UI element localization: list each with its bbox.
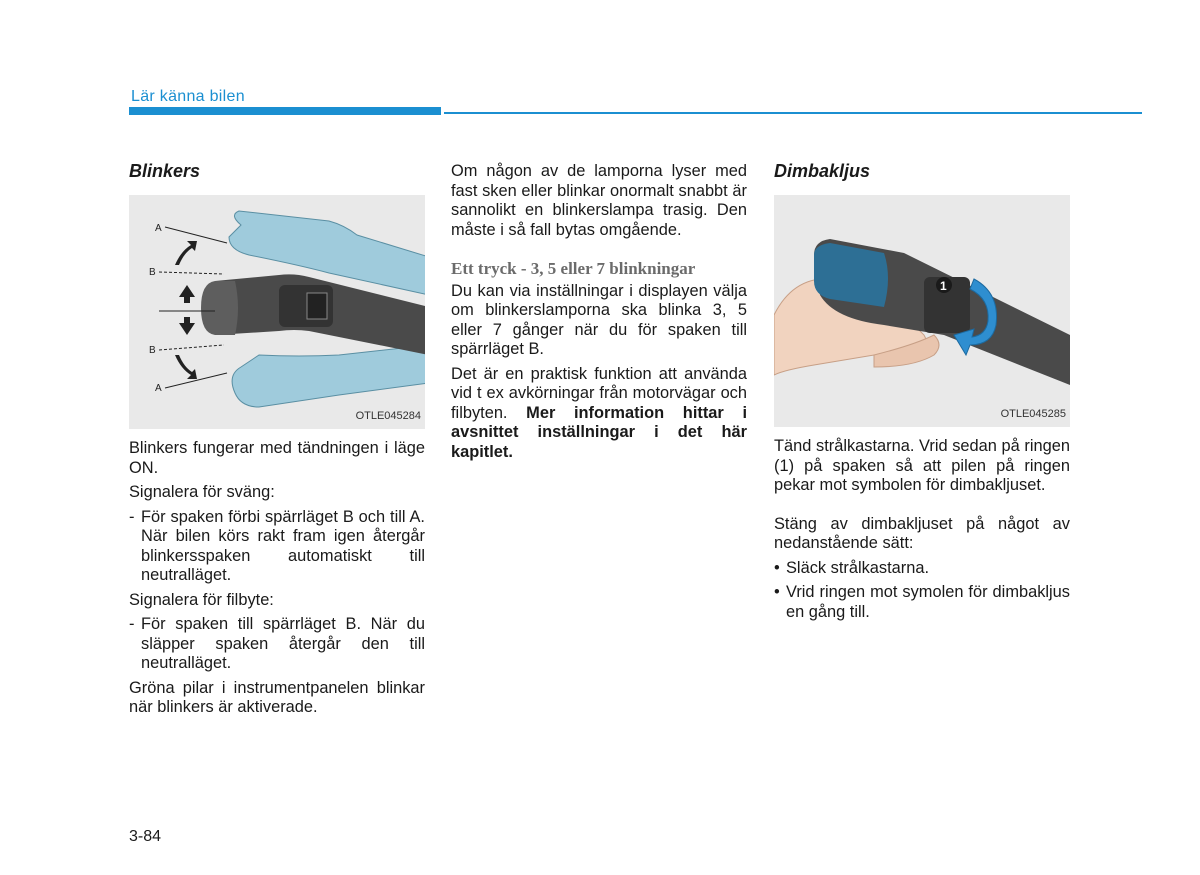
- dash-marker: -: [129, 615, 135, 633]
- column-blinkers: [129, 160, 425, 718]
- fog-bullet-item: [774, 559, 1070, 579]
- dash-marker: -: [129, 507, 135, 526]
- turn-signal-text: För spaken förbi spärrläget B och till A. När bilen körs rakt fram igen återgår blinkersspaken automatiskt till neutralläget.: [141, 507, 425, 584]
- lane-change-text: För spaken till spärrläget B. När du släpper spaken återgår den till neutralläget.: [141, 615, 425, 672]
- fog-title: Dimbakljus: [774, 161, 871, 181]
- blinkers-figure: [129, 195, 425, 429]
- turn-signal-item: [129, 508, 425, 586]
- position-label-a-top: A: [155, 223, 162, 234]
- practical-text-regular: Det är en praktisk funktion att använda vid t ex avkörningar från motorvägar och filbyten.: [451, 364, 747, 422]
- fog-bullet-text: Släck strålkastarna.: [786, 558, 930, 577]
- bullet-marker: •: [774, 583, 780, 601]
- page-number: 3-84: [129, 828, 162, 845]
- figure-code: OTLE045284: [355, 409, 421, 422]
- green-arrows-note: Gröna pilar i instrumentpanelen blinkar när blinkers är aktiverade.: [129, 678, 425, 716]
- lane-change-item: [129, 615, 425, 674]
- column-middle: [451, 162, 747, 462]
- ring-number-badge: 1: [940, 279, 947, 293]
- figure-code: OTLE045285: [1000, 407, 1066, 420]
- fog-bullet-item: [774, 583, 1070, 622]
- blinkers-title: Blinkers: [129, 161, 201, 181]
- position-label-b-top: B: [149, 267, 156, 278]
- bullet-marker: •: [774, 558, 780, 577]
- one-touch-text: Du kan via inställningar i displayen välja om blinkerslamporna ska blinka 3, 5 eller 7 gånger när du för spaken till spärrläget B.: [451, 281, 747, 358]
- turn-signal-lever-illustration: [129, 195, 425, 429]
- fog-turn-off-heading: Stäng av dimbakljuset på något av nedanstående sätt:: [774, 514, 1070, 552]
- fog-bullet-text: Vrid ringen mot symolen för dimbakljus en gång till.: [786, 583, 1070, 621]
- practical-text-bold: Mer information hittar i avsnittet inställningar i det här kapitlet.: [451, 403, 748, 461]
- practical-text: [451, 365, 747, 463]
- position-label-b-bottom: B: [149, 345, 156, 356]
- turn-signal-heading: Signalera för sväng:: [129, 483, 275, 501]
- lamp-warning-text: Om någon av de lamporna lyser med fast sken eller blinkar onormalt snabbt är sannolikt en blinkerslampa trasig. Den måste i så fall bytas omgående.: [451, 162, 747, 239]
- fog-figure: [774, 195, 1070, 427]
- blinkers-intro: Blinkers fungerar med tändningen i läge ON.: [129, 439, 425, 477]
- position-label-a-bottom: A: [155, 383, 162, 394]
- header-accent-bar: [129, 107, 441, 115]
- fog-lamp-ring-illustration: [774, 195, 1070, 427]
- one-touch-heading: Ett tryck - 3, 5 eller 7 blinkningar: [451, 259, 696, 278]
- section-header-title: Lär känna bilen: [131, 88, 245, 105]
- fog-turn-on-text: Tänd strålkastarna. Vrid sedan på ringen (1) på spaken så att pilen på ringen pekar mot symbolen för dimbakljuset.: [774, 437, 1070, 494]
- lane-change-heading: Signalera för filbyte:: [129, 590, 274, 609]
- column-fog: [774, 160, 1070, 622]
- header-rule: [444, 112, 1142, 114]
